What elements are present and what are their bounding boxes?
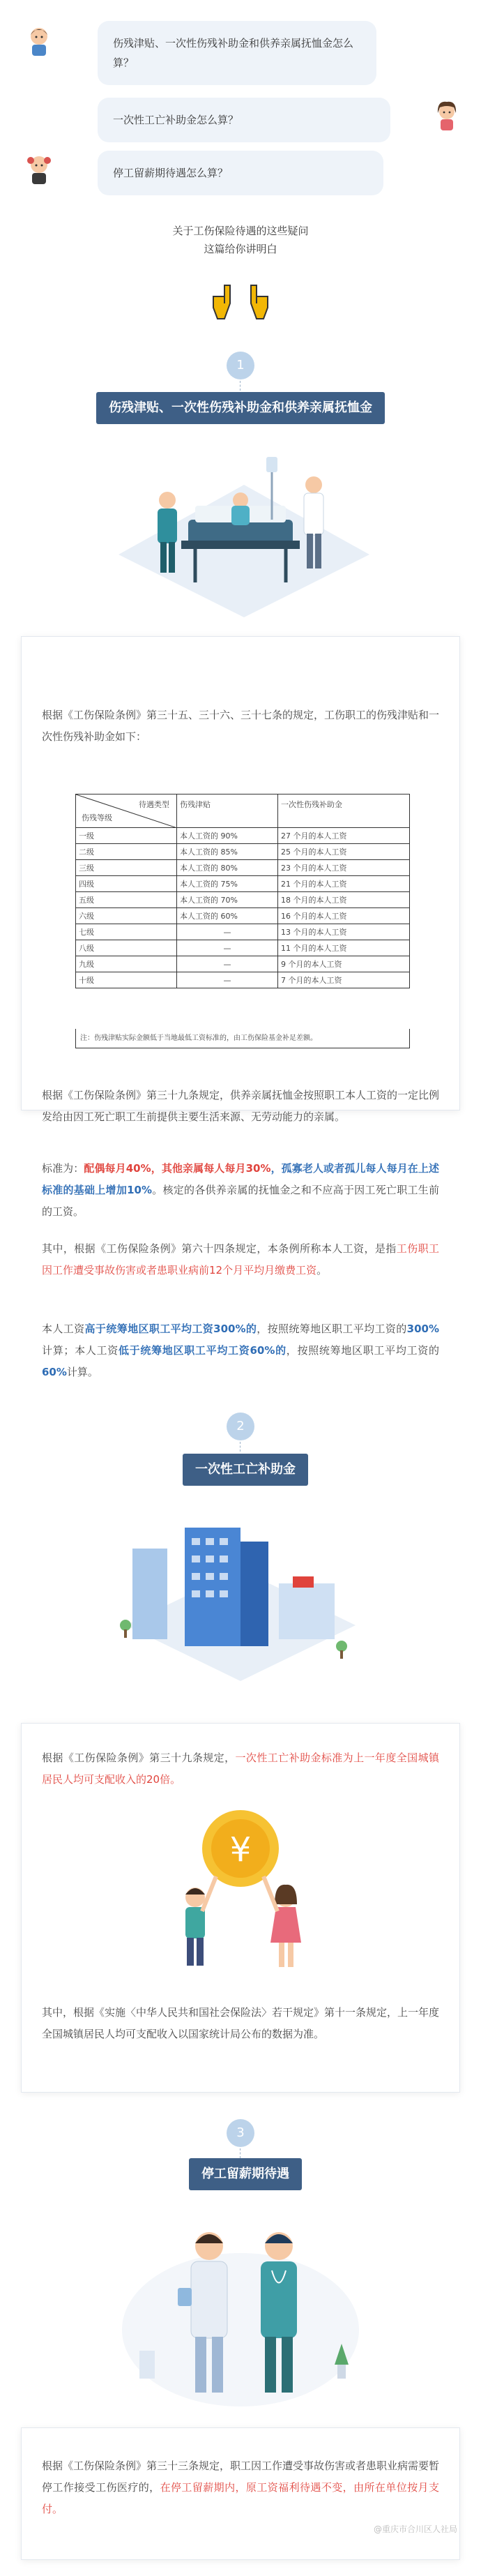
buildings-illustration (119, 1507, 362, 1688)
text-span: 本人工资 (42, 1323, 85, 1335)
table-row (76, 924, 410, 940)
table-row (76, 956, 410, 972)
cell-level: 五级 (76, 892, 177, 908)
table-row (76, 844, 410, 860)
highlight-orphans: ，孤寡老人或者孤儿每人每月在上述标准的基础上增加10% (42, 1162, 439, 1196)
question-text: 伤残津贴、一次性伤残补助金和供养亲属抚恤金怎么算？ (113, 37, 354, 69)
question-bubble-3 (98, 151, 383, 195)
s1-paragraph-1: 根据《工伤保险条例》第三十五、三十六、三十七条的规定，工伤职工的伤残津贴和一次性伤残补助金如下： (42, 709, 440, 743)
avatar-girl-icon (429, 96, 465, 133)
section-title-1: 伤残津贴、一次性伤残补助金和供养亲属抚恤金 (96, 392, 385, 424)
cell-lump-sum: 16 个月的本人工资 (278, 908, 410, 924)
pointing-hands-icon (209, 283, 272, 324)
cell-level: 十级 (76, 972, 177, 988)
cell-level: 二级 (76, 844, 177, 860)
text-span: 根据《工伤保险条例》第三十九条规定， (42, 1752, 236, 1764)
avatar-boy-icon (21, 21, 57, 57)
s1-paragraph-2: 根据《工伤保险条例》第三十九条规定，供养亲属抚恤金按照职工本人工资的一定比例发给由因工死亡职工生前提供主要生活来源、无劳动能力的亲属。 (42, 1089, 440, 1123)
highlight-own-wage: 工伤职工因工作遭受事故伤害或者患职业病前12个月平均月缴费工资 (42, 1242, 439, 1276)
text-span: 其中，根据《工伤保险条例》第六十四条规定，本条例所称本人工资，是指 (42, 1242, 397, 1255)
table-diagonal-header (76, 794, 177, 828)
cell-allowance: 本人工资的 75% (177, 876, 278, 892)
text-span: ，按照统筹地区职工平均工资的 (257, 1323, 407, 1335)
table-row (76, 828, 410, 844)
watermark: @重庆市合川区人社局 (373, 2524, 457, 2534)
highlight-above-300: 高于统筹地区职工平均工资300%的 (84, 1323, 257, 1335)
header-allowance: 伤残津贴 (177, 794, 278, 828)
section-number-3: 3 (227, 2119, 254, 2147)
section-title-2: 一次性工亡补助金 (183, 1454, 308, 1486)
coin-children-illustration (146, 1807, 335, 1981)
highlight-relatives: ，其他亲属每人每月30% (151, 1162, 271, 1175)
cell-lump-sum: 7 个月的本人工资 (278, 972, 410, 988)
cell-lump-sum: 18 个月的本人工资 (278, 892, 410, 908)
text-span: 。核定的各供养亲属的抚恤金之和不应高于因工死亡职工生前的工资。 (42, 1184, 439, 1218)
text-span: ，按照统筹地区职工平均工资的 (286, 1344, 439, 1357)
cell-allowance: 本人工资的 85% (177, 844, 278, 860)
table-row (76, 908, 410, 924)
highlight-death-benefit: 一次性工亡补助金标准为上一年度全国城镇居民人均可支配收入的20倍。 (42, 1752, 439, 1786)
cell-level: 八级 (76, 940, 177, 956)
cell-allowance: 本人工资的 60% (177, 908, 278, 924)
intro-line-2: 这篇给你讲明白 (204, 243, 277, 255)
cell-lump-sum: 27 个月的本人工资 (278, 828, 410, 844)
cell-lump-sum: 23 个月的本人工资 (278, 860, 410, 876)
cell-allowance: — (177, 924, 278, 940)
header-disability-level: 伤残等级 (82, 813, 112, 822)
text-span: 计算。 (66, 1366, 98, 1378)
question-bubble-2 (98, 98, 390, 142)
cell-lump-sum: 21 个月的本人工资 (278, 876, 410, 892)
svg-text:¥: ¥ (229, 1830, 252, 1869)
cell-allowance: 本人工资的 90% (177, 828, 278, 844)
cell-allowance: 本人工资的 80% (177, 860, 278, 876)
cell-lump-sum: 11 个月的本人工资 (278, 940, 410, 956)
table-note: 注：伤残津贴实际金额低于当地最低工资标准的，由工伤保险基金补足差额。 (75, 1029, 410, 1048)
highlight-below-60: 低于统筹地区职工平均工资60%的 (118, 1344, 287, 1357)
question-text: 停工留薪期待遇怎么算？ (113, 167, 229, 179)
avatar-grandpa-icon (21, 149, 57, 186)
section-number-2: 2 (227, 1413, 254, 1440)
cell-allowance: — (177, 956, 278, 972)
table-row (76, 876, 410, 892)
question-text: 一次性工亡补助金怎么算？ (113, 114, 239, 126)
section-number-1: 1 (227, 352, 254, 379)
section-title-3: 停工留薪期待遇 (189, 2158, 302, 2190)
text-span: 根据《工伤保险条例》第三十三条规定，职工因工作遭受事故伤害或者患职业病需要暂停工作接受工伤医疗的， (42, 2460, 440, 2494)
disability-benefit-table (75, 794, 410, 988)
highlight-pay-unchanged: 在停工留薪期内，原工资福利待遇不变，由所在单位按月支付。 (42, 2481, 439, 2515)
s1-paragraph-3 (42, 1158, 439, 1223)
highlight-spouse: 配偶每月40% (84, 1162, 151, 1175)
table-row (76, 860, 410, 876)
cell-level: 七级 (76, 924, 177, 940)
text-span: 。 (316, 1264, 328, 1276)
intro-line-1: 关于工伤保险待遇的这些疑问 (172, 225, 309, 237)
s3-paragraph-1 (42, 2455, 439, 2520)
cell-lump-sum: 25 个月的本人工资 (278, 844, 410, 860)
text-span: 计算；本人工资 (42, 1344, 119, 1357)
cell-level: 九级 (76, 956, 177, 972)
highlight-300: 300% (406, 1323, 439, 1335)
s1-paragraph-4 (42, 1238, 439, 1281)
intro-text (0, 222, 481, 258)
s2-paragraph-2: 其中，根据《实施〈中华人民共和国社会保险法〉若干规定》第十一条规定，上一年度全国城镇居民人均可支配收入以国家统计局公布的数据为准。 (42, 2006, 440, 2040)
cell-lump-sum: 13 个月的本人工资 (278, 924, 410, 940)
text-span: 标准为： (42, 1162, 84, 1175)
cell-level: 四级 (76, 876, 177, 892)
hospital-illustration (105, 436, 376, 617)
cell-allowance: — (177, 940, 278, 956)
highlight-60: 60% (42, 1366, 67, 1378)
cell-allowance: — (177, 972, 278, 988)
s2-paragraph-1 (42, 1747, 439, 1791)
s1-paragraph-5 (42, 1318, 439, 1383)
header-lump-sum: 一次性伤残补助金 (278, 794, 410, 828)
table-row (76, 940, 410, 956)
table-row (76, 972, 410, 988)
cell-level: 一级 (76, 828, 177, 844)
cell-allowance: 本人工资的 70% (177, 892, 278, 908)
doctors-illustration (105, 2204, 376, 2413)
cell-lump-sum: 9 个月的本人工资 (278, 956, 410, 972)
cell-level: 六级 (76, 908, 177, 924)
header-benefit-type: 待遇类型 (139, 800, 169, 809)
table-row (76, 892, 410, 908)
cell-level: 三级 (76, 860, 177, 876)
table-header-row (76, 794, 410, 828)
question-bubble-1 (98, 21, 376, 85)
